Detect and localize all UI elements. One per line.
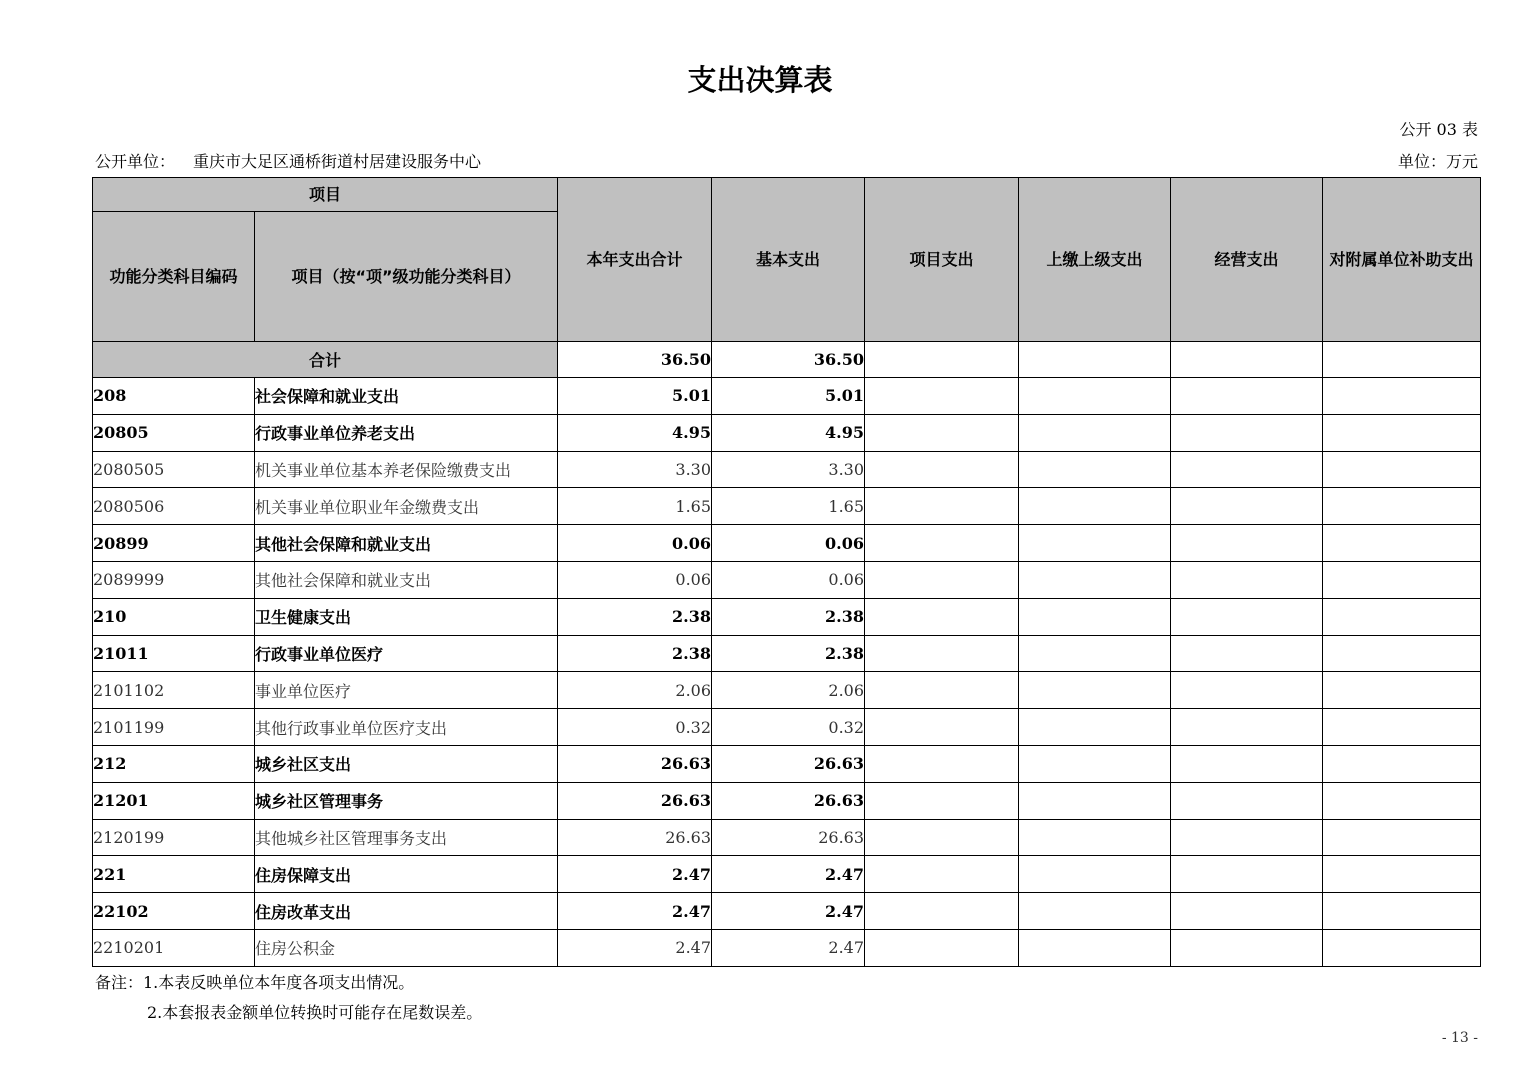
- row-basic: 26.63: [712, 745, 865, 782]
- row-project: [865, 709, 1019, 746]
- row-total: 5.01: [558, 378, 712, 415]
- row-subsidy: [1323, 525, 1481, 562]
- header-total: 本年支出合计: [558, 178, 712, 342]
- note-1: 备注：1.本表反映单位本年度各项支出情况。: [95, 973, 415, 992]
- table-row: [93, 561, 1481, 598]
- row-total: 0.06: [558, 561, 712, 598]
- row-code: 20899: [93, 525, 255, 562]
- row-project: [865, 819, 1019, 856]
- table-row: [93, 782, 1481, 819]
- row-business: [1171, 598, 1323, 635]
- row-name: 其他社会保障和就业支出: [255, 525, 558, 562]
- row-subsidy: [1323, 488, 1481, 525]
- row-basic: 0.06: [712, 561, 865, 598]
- row-total: 2.06: [558, 672, 712, 709]
- row-project: [865, 378, 1019, 415]
- row-total: 26.63: [558, 819, 712, 856]
- row-basic: 26.63: [712, 782, 865, 819]
- total-project: [865, 342, 1019, 378]
- row-code: 20805: [93, 414, 255, 451]
- total-label: 合计: [93, 342, 558, 378]
- total-row: [93, 342, 1481, 378]
- row-basic: 2.47: [712, 893, 865, 930]
- row-subsidy: [1323, 378, 1481, 415]
- table-row: [93, 488, 1481, 525]
- row-subsidy: [1323, 414, 1481, 451]
- row-basic: 2.38: [712, 598, 865, 635]
- form-code: 公开 03 表: [1399, 120, 1478, 139]
- row-remit: [1019, 598, 1171, 635]
- row-business: [1171, 709, 1323, 746]
- table-row: [93, 598, 1481, 635]
- table-row: [93, 819, 1481, 856]
- row-business: [1171, 929, 1323, 966]
- row-name: 其他城乡社区管理事务支出: [255, 819, 558, 856]
- row-business: [1171, 561, 1323, 598]
- row-project: [865, 451, 1019, 488]
- row-name: 机关事业单位职业年金缴费支出: [255, 488, 558, 525]
- row-total: 3.30: [558, 451, 712, 488]
- total-subsidy: [1323, 342, 1481, 378]
- row-basic: 2.47: [712, 856, 865, 893]
- row-project: [865, 672, 1019, 709]
- row-subsidy: [1323, 672, 1481, 709]
- row-name: 其他行政事业单位医疗支出: [255, 709, 558, 746]
- row-code: 208: [93, 378, 255, 415]
- unit-name: 重庆市大足区通桥街道村居建设服务中心: [193, 152, 482, 171]
- row-code: 2101199: [93, 709, 255, 746]
- header-subsidy: 对附属单位补助支出: [1323, 178, 1481, 342]
- row-code: 210: [93, 598, 255, 635]
- currency-unit: 单位：万元: [1397, 152, 1478, 171]
- row-business: [1171, 819, 1323, 856]
- row-business: [1171, 451, 1323, 488]
- row-remit: [1019, 451, 1171, 488]
- row-business: [1171, 672, 1323, 709]
- row-name: 城乡社区管理事务: [255, 782, 558, 819]
- row-basic: 0.32: [712, 709, 865, 746]
- row-remit: [1019, 525, 1171, 562]
- row-remit: [1019, 929, 1171, 966]
- row-code: 21011: [93, 635, 255, 672]
- row-subsidy: [1323, 451, 1481, 488]
- row-remit: [1019, 488, 1171, 525]
- header-remit: 上缴上级支出: [1019, 178, 1171, 342]
- row-project: [865, 635, 1019, 672]
- row-subsidy: [1323, 745, 1481, 782]
- row-total: 26.63: [558, 745, 712, 782]
- row-code: 2080506: [93, 488, 255, 525]
- page-title: 支出决算表: [687, 63, 833, 97]
- row-subsidy: [1323, 782, 1481, 819]
- table-row: [93, 378, 1481, 415]
- row-business: [1171, 782, 1323, 819]
- row-project: [865, 561, 1019, 598]
- row-remit: [1019, 635, 1171, 672]
- row-subsidy: [1323, 819, 1481, 856]
- row-name: 城乡社区支出: [255, 745, 558, 782]
- header-code: 功能分类科目编码: [93, 212, 255, 342]
- row-basic: 1.65: [712, 488, 865, 525]
- row-business: [1171, 745, 1323, 782]
- row-remit: [1019, 893, 1171, 930]
- row-code: 22102: [93, 893, 255, 930]
- row-total: 2.47: [558, 929, 712, 966]
- row-name: 社会保障和就业支出: [255, 378, 558, 415]
- row-basic: 2.38: [712, 635, 865, 672]
- row-total: 2.47: [558, 893, 712, 930]
- row-remit: [1019, 672, 1171, 709]
- row-basic: 0.06: [712, 525, 865, 562]
- row-subsidy: [1323, 561, 1481, 598]
- table-row: [93, 672, 1481, 709]
- row-code: 21201: [93, 782, 255, 819]
- row-project: [865, 856, 1019, 893]
- header-business: 经营支出: [1171, 178, 1323, 342]
- row-project: [865, 929, 1019, 966]
- row-business: [1171, 856, 1323, 893]
- total-business: [1171, 342, 1323, 378]
- row-remit: [1019, 745, 1171, 782]
- row-code: 2080505: [93, 451, 255, 488]
- header-name: 项目（按“项”级功能分类科目）: [255, 212, 558, 342]
- expenditure-table: [92, 177, 1481, 967]
- row-total: 4.95: [558, 414, 712, 451]
- row-total: 2.47: [558, 856, 712, 893]
- table-row: [93, 525, 1481, 562]
- row-total: 2.38: [558, 598, 712, 635]
- row-name: 卫生健康支出: [255, 598, 558, 635]
- unit-label: 公开单位：: [95, 152, 176, 171]
- row-remit: [1019, 856, 1171, 893]
- row-total: 0.06: [558, 525, 712, 562]
- row-basic: 2.06: [712, 672, 865, 709]
- row-project: [865, 893, 1019, 930]
- row-basic: 4.95: [712, 414, 865, 451]
- row-subsidy: [1323, 856, 1481, 893]
- header-item: 项目: [93, 178, 558, 212]
- row-project: [865, 782, 1019, 819]
- row-code: 212: [93, 745, 255, 782]
- row-code: 2101102: [93, 672, 255, 709]
- row-subsidy: [1323, 893, 1481, 930]
- total-sum: 36.50: [558, 342, 712, 378]
- row-project: [865, 745, 1019, 782]
- row-business: [1171, 488, 1323, 525]
- row-business: [1171, 378, 1323, 415]
- row-business: [1171, 525, 1323, 562]
- row-total: 2.38: [558, 635, 712, 672]
- row-subsidy: [1323, 709, 1481, 746]
- row-project: [865, 525, 1019, 562]
- row-business: [1171, 414, 1323, 451]
- table-row: [93, 856, 1481, 893]
- row-basic: 3.30: [712, 451, 865, 488]
- row-remit: [1019, 561, 1171, 598]
- table-row: [93, 893, 1481, 930]
- row-total: 1.65: [558, 488, 712, 525]
- row-code: 221: [93, 856, 255, 893]
- table-row: [93, 745, 1481, 782]
- row-remit: [1019, 709, 1171, 746]
- row-code: 2089999: [93, 561, 255, 598]
- row-business: [1171, 893, 1323, 930]
- row-basic: 2.47: [712, 929, 865, 966]
- table-row: [93, 709, 1481, 746]
- row-code: 2210201: [93, 929, 255, 966]
- row-business: [1171, 635, 1323, 672]
- row-remit: [1019, 782, 1171, 819]
- row-code: 2120199: [93, 819, 255, 856]
- row-project: [865, 414, 1019, 451]
- row-remit: [1019, 378, 1171, 415]
- row-project: [865, 488, 1019, 525]
- row-remit: [1019, 414, 1171, 451]
- row-basic: 5.01: [712, 378, 865, 415]
- table-row: [93, 929, 1481, 966]
- row-name: 事业单位医疗: [255, 672, 558, 709]
- table-row: [93, 414, 1481, 451]
- page-number: - 13 -: [1441, 1030, 1478, 1046]
- row-subsidy: [1323, 635, 1481, 672]
- row-name: 住房公积金: [255, 929, 558, 966]
- row-name: 其他社会保障和就业支出: [255, 561, 558, 598]
- header-basic: 基本支出: [712, 178, 865, 342]
- header-project: 项目支出: [865, 178, 1019, 342]
- row-name: 住房保障支出: [255, 856, 558, 893]
- row-remit: [1019, 819, 1171, 856]
- row-basic: 26.63: [712, 819, 865, 856]
- total-basic: 36.50: [712, 342, 865, 378]
- table-row: [93, 635, 1481, 672]
- row-name: 行政事业单位养老支出: [255, 414, 558, 451]
- row-total: 26.63: [558, 782, 712, 819]
- note-2: 2.本套报表金额单位转换时可能存在尾数误差。: [147, 1003, 483, 1022]
- row-name: 住房改革支出: [255, 893, 558, 930]
- row-subsidy: [1323, 598, 1481, 635]
- row-total: 0.32: [558, 709, 712, 746]
- row-name: 机关事业单位基本养老保险缴费支出: [255, 451, 558, 488]
- row-project: [865, 598, 1019, 635]
- row-name: 行政事业单位医疗: [255, 635, 558, 672]
- reporting-unit: [95, 149, 481, 172]
- row-subsidy: [1323, 929, 1481, 966]
- table-row: [93, 451, 1481, 488]
- total-remit: [1019, 342, 1171, 378]
